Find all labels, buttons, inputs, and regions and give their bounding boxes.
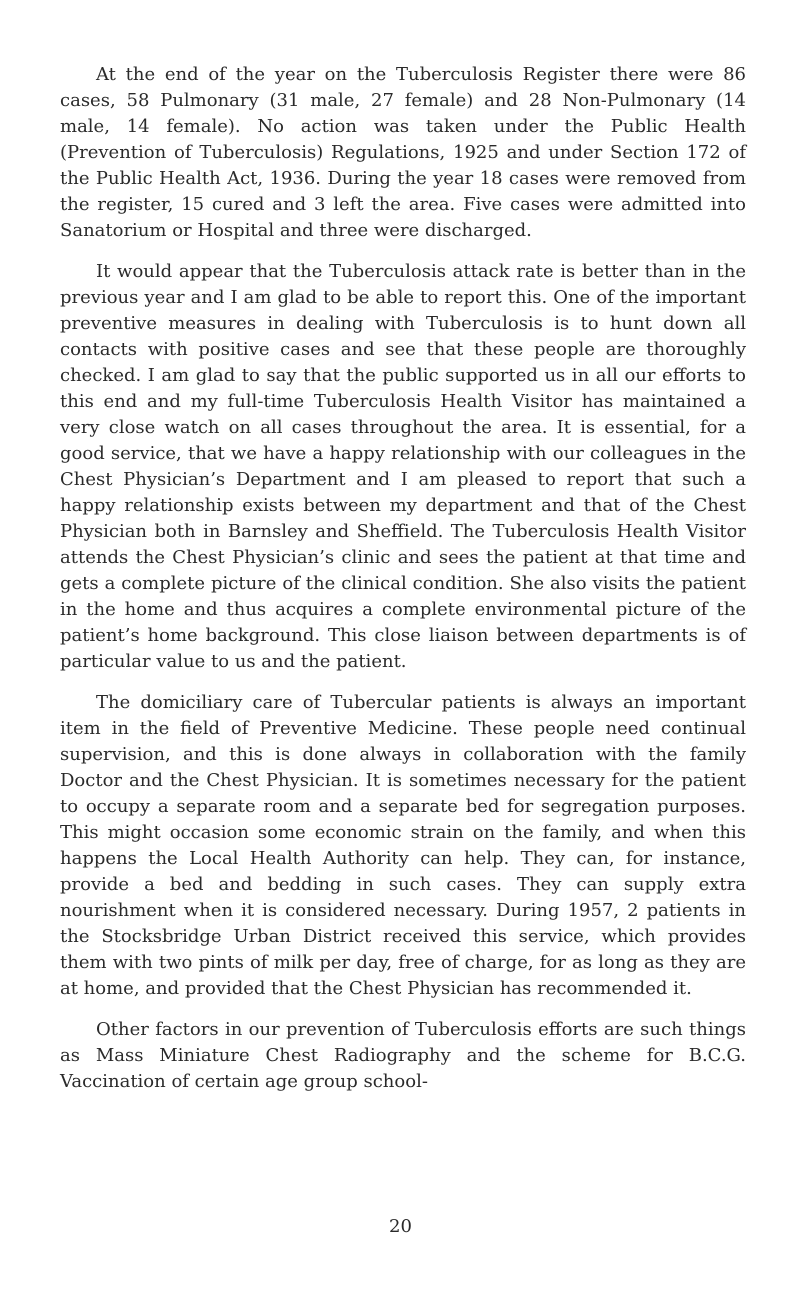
paragraph-attack-rate: It would appear that the Tuberculosis attack rate is better than in the previous year and I am glad to be able to report this. One of the important preventive measures in dealing with Tuberculosis is to hunt down all contacts with positive cases and see that these people are thoroughly checked. I am glad to say that the public supported us in all our efforts to this end and my full-time Tuberculosis Health Visitor has maintained a very close watch on all cases throughout the area. It is essential, for a good service, that we have a happy relationship with our colleagues in the Chest Physician’s Department and I am pleased to report that such a happy relationship exists between my department and that of the Chest Physician both in Barnsley and Sheffield. The Tuberculosis Health Visitor attends the Chest Physician’s clinic and sees the patient at that time and gets a complete picture of the clinical condition. She also visits the patient in the home and thus acquires a complete environmental picture of the patient’s home background. This close liaison between departments is of particular value to us and the patient. bbox=[60, 261, 746, 672]
page-number: 20 bbox=[389, 1216, 412, 1237]
document-page bbox=[60, 62, 746, 1110]
paragraph-domiciliary-care: The domiciliary care of Tubercular patients is always an important item in the field of Preventive Medicine. These people need continual supervision, and this is done always in collaboration with the family Doctor and the Chest Physician. It is sometimes necessary for the patient to occupy a separate room and a separate bed for segregation purposes. This might occasion some economic strain on the family, and when this happens the Local Health Authority can help. They can, for instance, provide a bed and bedding in such cases. They can supply extra nourishment when it is considered necessary. During 1957, 2 patients in the Stocksbridge Urban District received this service, which provides them with two pints of milk per day, free of charge, for as long as they are at home, and provided that the Chest Physician has recommended it. bbox=[60, 692, 746, 999]
paragraph-other-factors: Other factors in our prevention of Tuberculosis efforts are such things as Mass Miniature Chest Radiography and the scheme for B.C.G. Vaccination of certain age group school- bbox=[60, 1019, 746, 1092]
paragraph-tuberculosis-register: At the end of the year on the Tuberculosis Register there were 86 cases, 58 Pulmonary (31 male, 27 female) and 28 Non-Pulmonary (14 male, 14 female). No action was taken under the Public Health (Prevention of Tuberculosis) Regulations, 1925 and under Section 172 of the Public Health Act, 1936. During the year 18 cases were removed from the register, 15 cured and 3 left the area. Five cases were admitted into Sanatorium or Hospital and three were discharged. bbox=[60, 64, 746, 241]
